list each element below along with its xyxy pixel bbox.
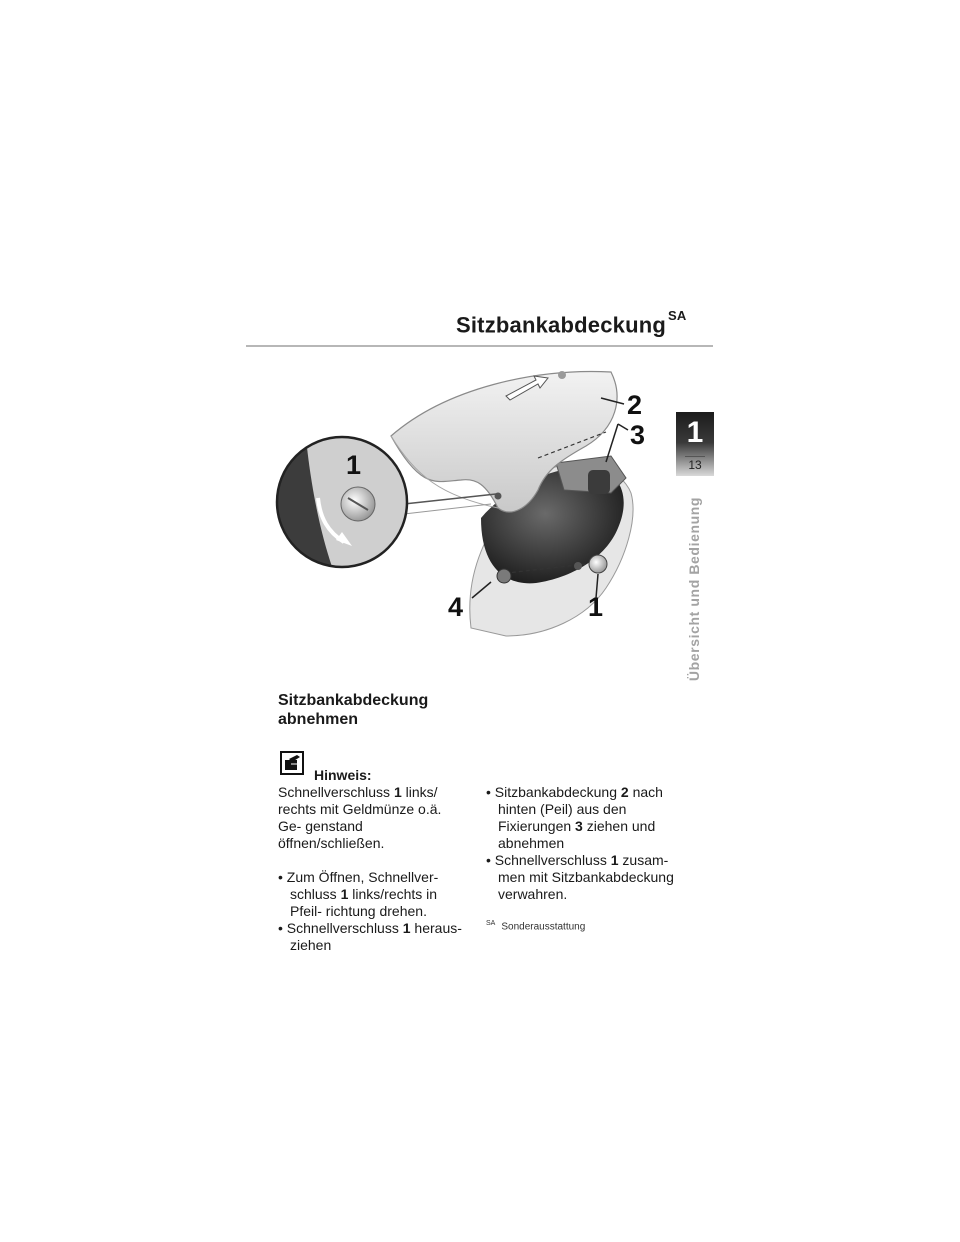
title-divider <box>246 345 713 347</box>
chapter-number: 1 <box>686 416 704 449</box>
page-number: 13 <box>688 458 702 472</box>
list-item: • Schnellverschluss 1 zusam- men mit Sitzbankabdeckung verwahren. <box>486 852 674 902</box>
page-title: Sitzbankabdeckung $^{SA}$ <box>456 308 687 338</box>
side-section-label: Übersicht und Bedienung <box>686 496 702 682</box>
tab-divider <box>685 456 705 457</box>
note-text: Schnellverschluss 1 links/ rechts mit Geldmünze o.ä. Ge- genstand öffnen/schließen. <box>278 784 442 851</box>
callout-1-bolt: 1 <box>588 592 604 622</box>
note-label: Hinweis: <box>314 767 372 783</box>
callout-4: 4 <box>448 592 464 622</box>
section-heading: Sitzbankabdeckung abnehmen <box>278 692 429 728</box>
right-column <box>486 784 676 903</box>
callout-3: 3 <box>630 420 646 450</box>
left-column <box>278 784 468 954</box>
seat-cover-illustration <box>266 358 686 638</box>
title-superscript: SA <box>668 308 687 323</box>
note-icon <box>280 751 304 775</box>
callout-2: 2 <box>627 390 643 420</box>
list-item: • Sitzbankabdeckung 2 nach hinten (Peil) aus den Fixierungen 3 ziehen und abnehmen <box>486 784 663 851</box>
callout-1-detail: 1 <box>346 450 362 480</box>
list-item: • Schnellverschluss 1 heraus- ziehen <box>278 920 462 953</box>
list-item: • Zum Öffnen, Schnellver- schluss 1 links/rechts in Pfeil- richtung drehen. <box>278 869 439 919</box>
footnote: $^{SA}$ Sonderausstattung <box>486 920 586 933</box>
